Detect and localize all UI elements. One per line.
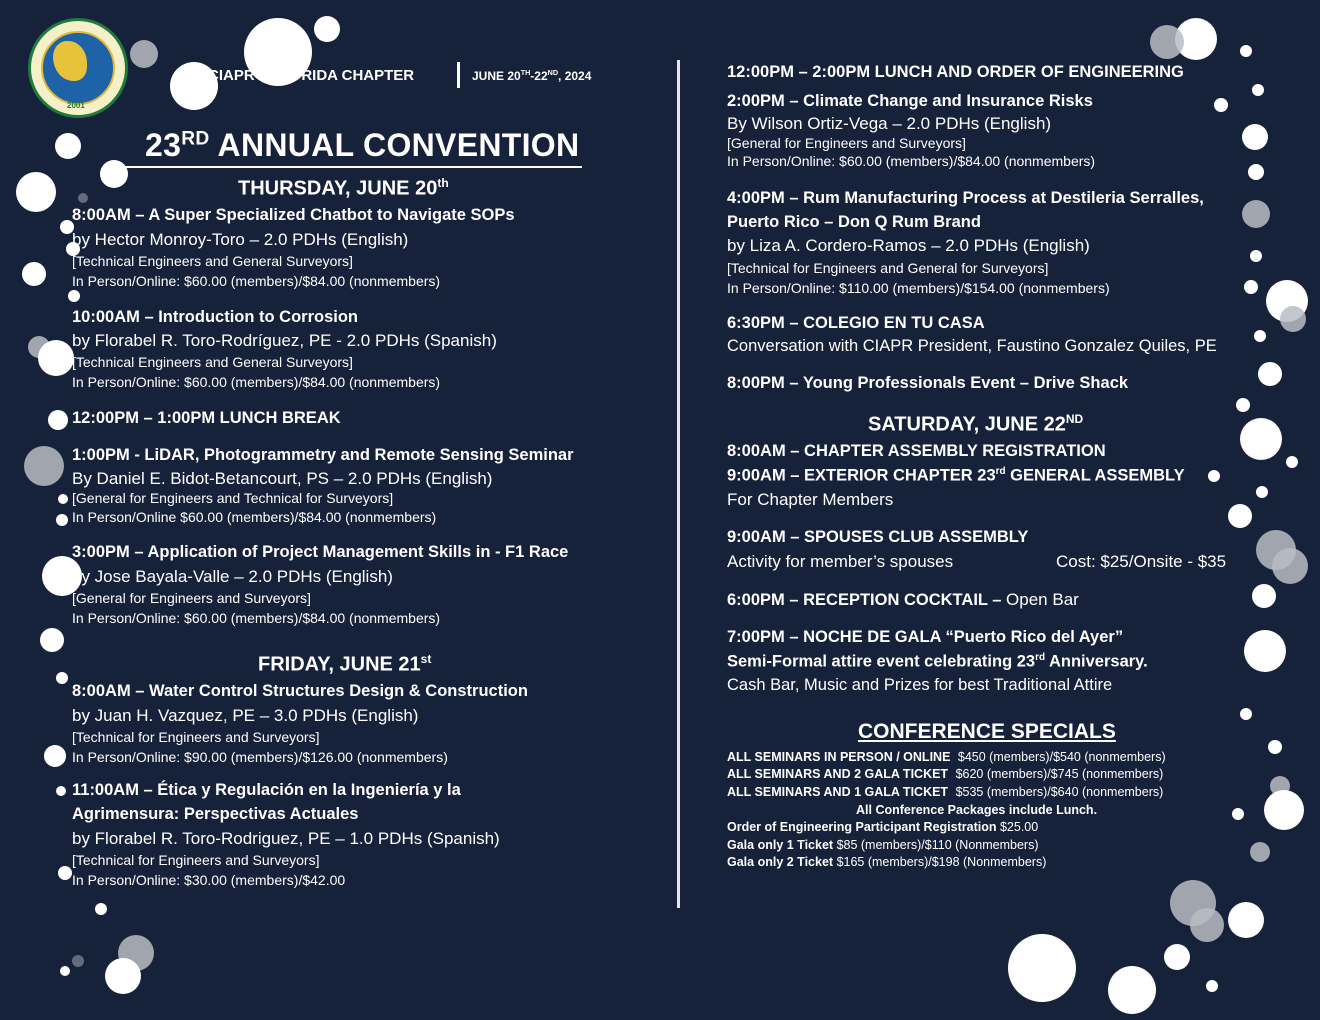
event-title: 3:00PM – Application of Project Management Skills in - F1 Race xyxy=(72,543,569,561)
event-description: Conversation with CIAPR President, Faustino Gonzalez Quiles, PE xyxy=(727,337,1217,355)
event-speaker: by Juan H. Vazquez, PE – 3.0 PDHs (English) xyxy=(72,706,419,725)
event-speaker: by Liza A. Cordero-Ramos – 2.0 PDHs (English) xyxy=(727,236,1090,255)
extra-value: $85 (members)/$110 (Nonmembers) xyxy=(836,838,1039,852)
event-price: In Person/Online: $60.00 (members)/$84.00 (nonmembers) xyxy=(72,273,441,289)
convention-title: 23RD ANNUAL CONVENTION xyxy=(145,127,580,163)
event-speaker: by Hector Monroy-Toro – 2.0 PDHs (English) xyxy=(72,230,409,249)
special-row xyxy=(727,785,1163,799)
extra-label: Order of Engineering Participant Registration xyxy=(727,820,997,834)
event-price: In Person/Online: $110.00 (members)/$154.00 (nonmembers) xyxy=(727,280,1110,296)
event-title-continued: Agrimensura: Perspectivas Actuales xyxy=(72,805,359,823)
event-title-continued: Puerto Rico – Don Q Rum Brand xyxy=(727,213,981,231)
event-price: In Person/Online: $60.00 (members)/$84.00 (nonmembers) xyxy=(72,374,441,390)
event-title: 9:00AM – SPOUSES CLUB ASSEMBLY xyxy=(727,528,1029,546)
event-speaker: by Florabel R. Toro-Rodriguez, PE – 1.0 PDHs (Spanish) xyxy=(72,829,500,848)
event-speaker: by Florabel R. Toro-Rodríguez, PE - 2.0 PDHs (Spanish) xyxy=(72,331,497,350)
specials-heading: CONFERENCE SPECIALS xyxy=(858,720,1116,743)
special-value: $620 (members)/$745 (nonmembers) xyxy=(955,767,1164,781)
event-title: 4:00PM – Rum Manufacturing Process at Destileria Serralles, xyxy=(727,189,1204,207)
event-title: 8:00PM – Young Professionals Event – Drive Shack xyxy=(727,374,1129,392)
event-title: 6:30PM – COLEGIO EN TU CASA xyxy=(727,314,985,332)
extra-value: $165 (members)/$198 (Nonmembers) xyxy=(836,855,1047,869)
event-type: [General for Engineers and Surveyors] xyxy=(727,135,966,151)
event-type: [Technical for Engineers and General for Surveyors] xyxy=(727,260,1049,276)
column-divider xyxy=(677,60,680,908)
day-heading-friday: FRIDAY, JUNE 21st xyxy=(258,652,432,676)
event-title: 8:00AM – Water Control Structures Design & Construction xyxy=(72,682,528,700)
event-speaker: By Daniel E. Bidot-Betancourt, PS – 2.0 PDHs (English) xyxy=(72,469,493,488)
event-title: 1:00PM - LiDAR, Photogrammetry and Remote Sensing Seminar xyxy=(72,446,574,464)
event-title: 9:00AM – EXTERIOR CHAPTER 23rd GENERAL ASSEMBLY xyxy=(727,466,1185,485)
event-description: Cash Bar, Music and Prizes for best Traditional Attire xyxy=(727,676,1113,694)
event-price: In Person/Online: $60.00 (members)/$84.00 (nonmembers) xyxy=(72,610,441,626)
event-description: Activity for member’s spouses xyxy=(727,552,954,571)
event-title: 10:00AM – Introduction to Corrosion xyxy=(72,308,359,326)
event-extra: Open Bar xyxy=(1006,590,1079,609)
event-type: [General for Engineers and Technical for Surveyors] xyxy=(72,490,394,506)
day-heading-thursday: THURSDAY, JUNE 20th xyxy=(238,176,449,200)
convention-dates: JUNE 20TH-22ND, 2024 xyxy=(472,68,592,83)
extra-label: Gala only 2 Ticket xyxy=(727,855,834,869)
event-description: For Chapter Members xyxy=(727,490,894,509)
event-price: In Person/Online: $90.00 (members)/$126.00 (nonmembers) xyxy=(72,749,448,765)
special-value: $535 (members)/$640 (nonmembers) xyxy=(955,785,1164,799)
ciapr-logo xyxy=(28,18,128,118)
special-value: $450 (members)/$540 (nonmembers) xyxy=(957,750,1166,764)
special-row xyxy=(727,750,1166,764)
event-speaker: by Jose Bayala-Valle – 2.0 PDHs (English) xyxy=(72,567,393,586)
event-title: 7:00PM – NOCHE DE GALA “Puerto Rico del Ayer” xyxy=(727,628,1124,646)
event-title: 11:00AM – Ética y Regulación en la Ingeniería y la xyxy=(72,781,461,799)
event-title: 8:00AM – CHAPTER ASSEMBLY REGISTRATION xyxy=(727,442,1106,460)
event-type: [Technical Engineers and General Surveyors] xyxy=(72,253,353,269)
event-title xyxy=(727,590,1079,610)
event-title-continued: Semi-Formal attire event celebrating 23rd Anniversary. xyxy=(727,652,1148,671)
event-type: [Technical for Engineers and Surveyors] xyxy=(72,729,320,745)
event-speaker: By Wilson Ortiz-Vega – 2.0 PDHs (English) xyxy=(727,114,1052,133)
event-cost: Cost: $25/Onsite - $35 xyxy=(1056,552,1227,571)
logo-year: 2001 xyxy=(67,101,85,110)
extra-row xyxy=(727,820,1038,834)
event-price: In Person/Online: $60.00 (members)/$84.00 (nonmembers) xyxy=(727,153,1096,169)
event-type: [General for Engineers and Surveyors] xyxy=(72,590,311,606)
event-title: 8:00AM – A Super Specialized Chatbot to Navigate SOPs xyxy=(72,206,515,224)
lunch-note: All Conference Packages include Lunch. xyxy=(856,803,1098,817)
special-label: ALL SEMINARS AND 1 GALA TICKET xyxy=(727,785,949,799)
header-divider xyxy=(457,62,460,88)
event-type: [Technical Engineers and General Surveyors] xyxy=(72,354,353,370)
event-title: 12:00PM – 2:00PM LUNCH AND ORDER OF ENGINEERING xyxy=(727,63,1184,81)
chapter-name: CIAPR – FLORIDA CHAPTER xyxy=(208,67,415,84)
special-label: ALL SEMINARS AND 2 GALA TICKET xyxy=(727,767,949,781)
event-type: [Technical for Engineers and Surveyors] xyxy=(72,852,320,868)
extra-label: Gala only 1 Ticket xyxy=(727,838,834,852)
extra-row xyxy=(727,838,1039,852)
title-underline xyxy=(122,166,582,168)
extra-value: $25.00 xyxy=(999,820,1039,834)
event-price: In Person/Online: $30.00 (members)/$42.00 xyxy=(72,872,346,888)
special-row xyxy=(727,767,1163,781)
day-heading-saturday: SATURDAY, JUNE 22ND xyxy=(868,412,1084,436)
event-title: 12:00PM – 1:00PM LUNCH BREAK xyxy=(72,409,341,427)
event-title: 2:00PM – Climate Change and Insurance Risks xyxy=(727,92,1093,110)
extra-row xyxy=(727,855,1046,869)
special-label: ALL SEMINARS IN PERSON / ONLINE xyxy=(727,750,951,764)
event-price: In Person/Online $60.00 (members)/$84.00 (nonmembers) xyxy=(72,509,437,525)
event-title-text: 6:00PM – RECEPTION COCKTAIL – xyxy=(727,591,1002,609)
